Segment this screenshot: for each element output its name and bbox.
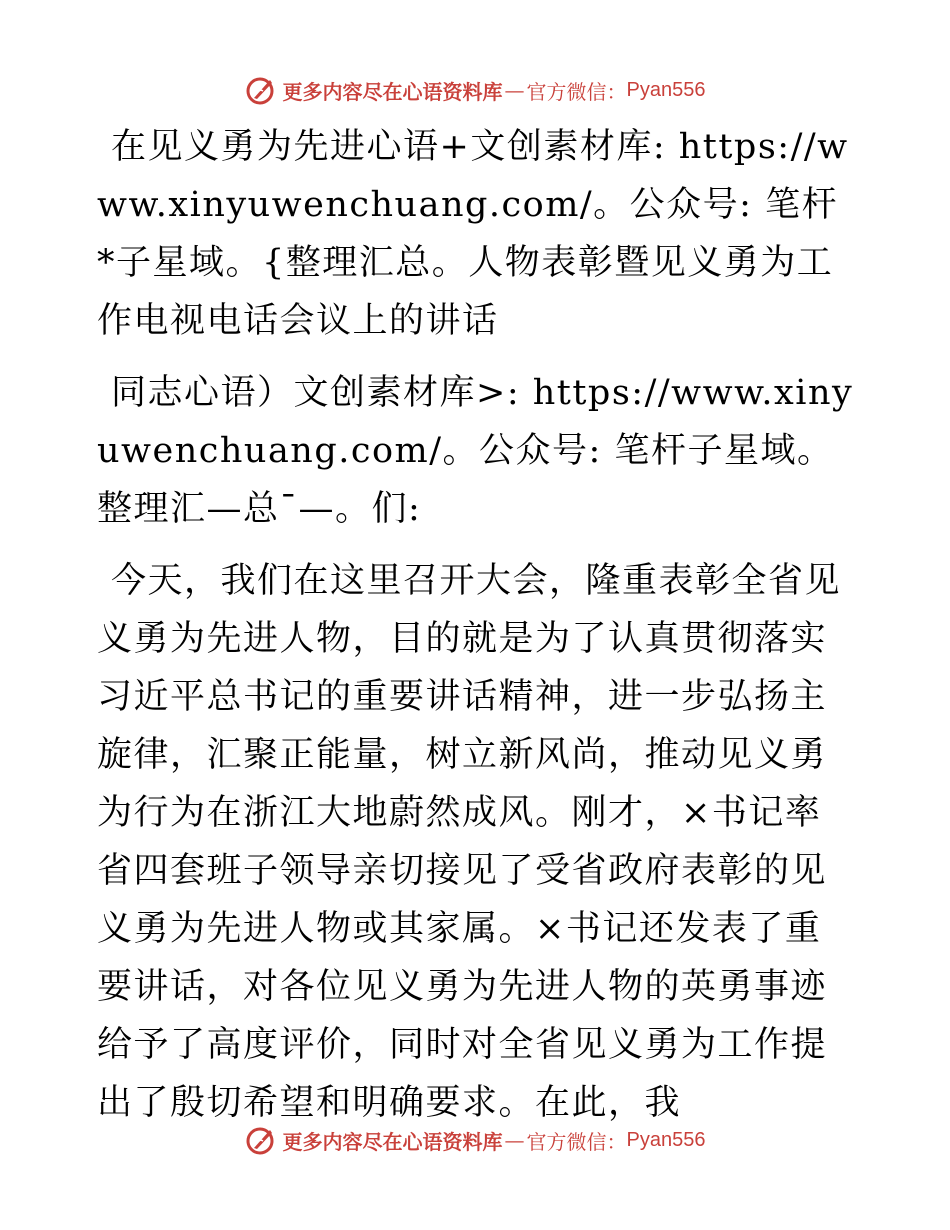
- document-body: [97, 118, 857, 1132]
- paragraph-2: 同志心语）文创素材库>: https://www.xinyuwenchuang.com/。公众号: 笔杆子星域。整理汇—总¯—。们:: [97, 373, 854, 529]
- header-wechat-handle: Pyan556: [626, 78, 706, 101]
- header-separator: —: [504, 78, 525, 102]
- footer-banner: [0, 1120, 950, 1160]
- header-wechat-label: 官方微信：: [526, 79, 627, 104]
- footer-brand-text: 更多内容尽在心语资料库: [282, 1129, 503, 1154]
- footer-wechat-handle: Pyan556: [626, 1128, 706, 1151]
- paragraph-1: 在见义勇为先进心语+文创素材库: https://www.xinyuwenchuang.com/。公众号: 笔杆*子星域。{整理汇总。人物表彰暨见义勇为工作电视电话会议上的讲话: [97, 127, 849, 341]
- paragraph-3: 今天，我们在这里召开大会，隆重表彰全省见义勇为先进人物，目的就是为了认真贯彻落实习近平总书记的重要讲话精神，进一步弘扬主旋律，汇聚正能量，树立新风尚，推动见义勇为行为在浙江大地蔚然成风。刚才，×书记率省四套班子领导亲切接见了受省政府表彰的见义勇为先进人物或其家属。×书记还发表了重要讲话，对各位见义勇为先进人物的英勇事迹给予了高度评价，同时对全省见义勇为工作提出了殷切希望和明确要求。在此，我: [97, 561, 842, 1123]
- header-brand-text: 更多内容尽在心语资料库: [282, 79, 503, 104]
- footer-separator: —: [504, 1128, 525, 1152]
- quill-pen-circle-logo-icon: [245, 74, 277, 106]
- header-banner: [0, 70, 950, 110]
- quill-pen-circle-logo-icon: [245, 1124, 277, 1156]
- footer-wechat-label: 官方微信：: [526, 1129, 627, 1154]
